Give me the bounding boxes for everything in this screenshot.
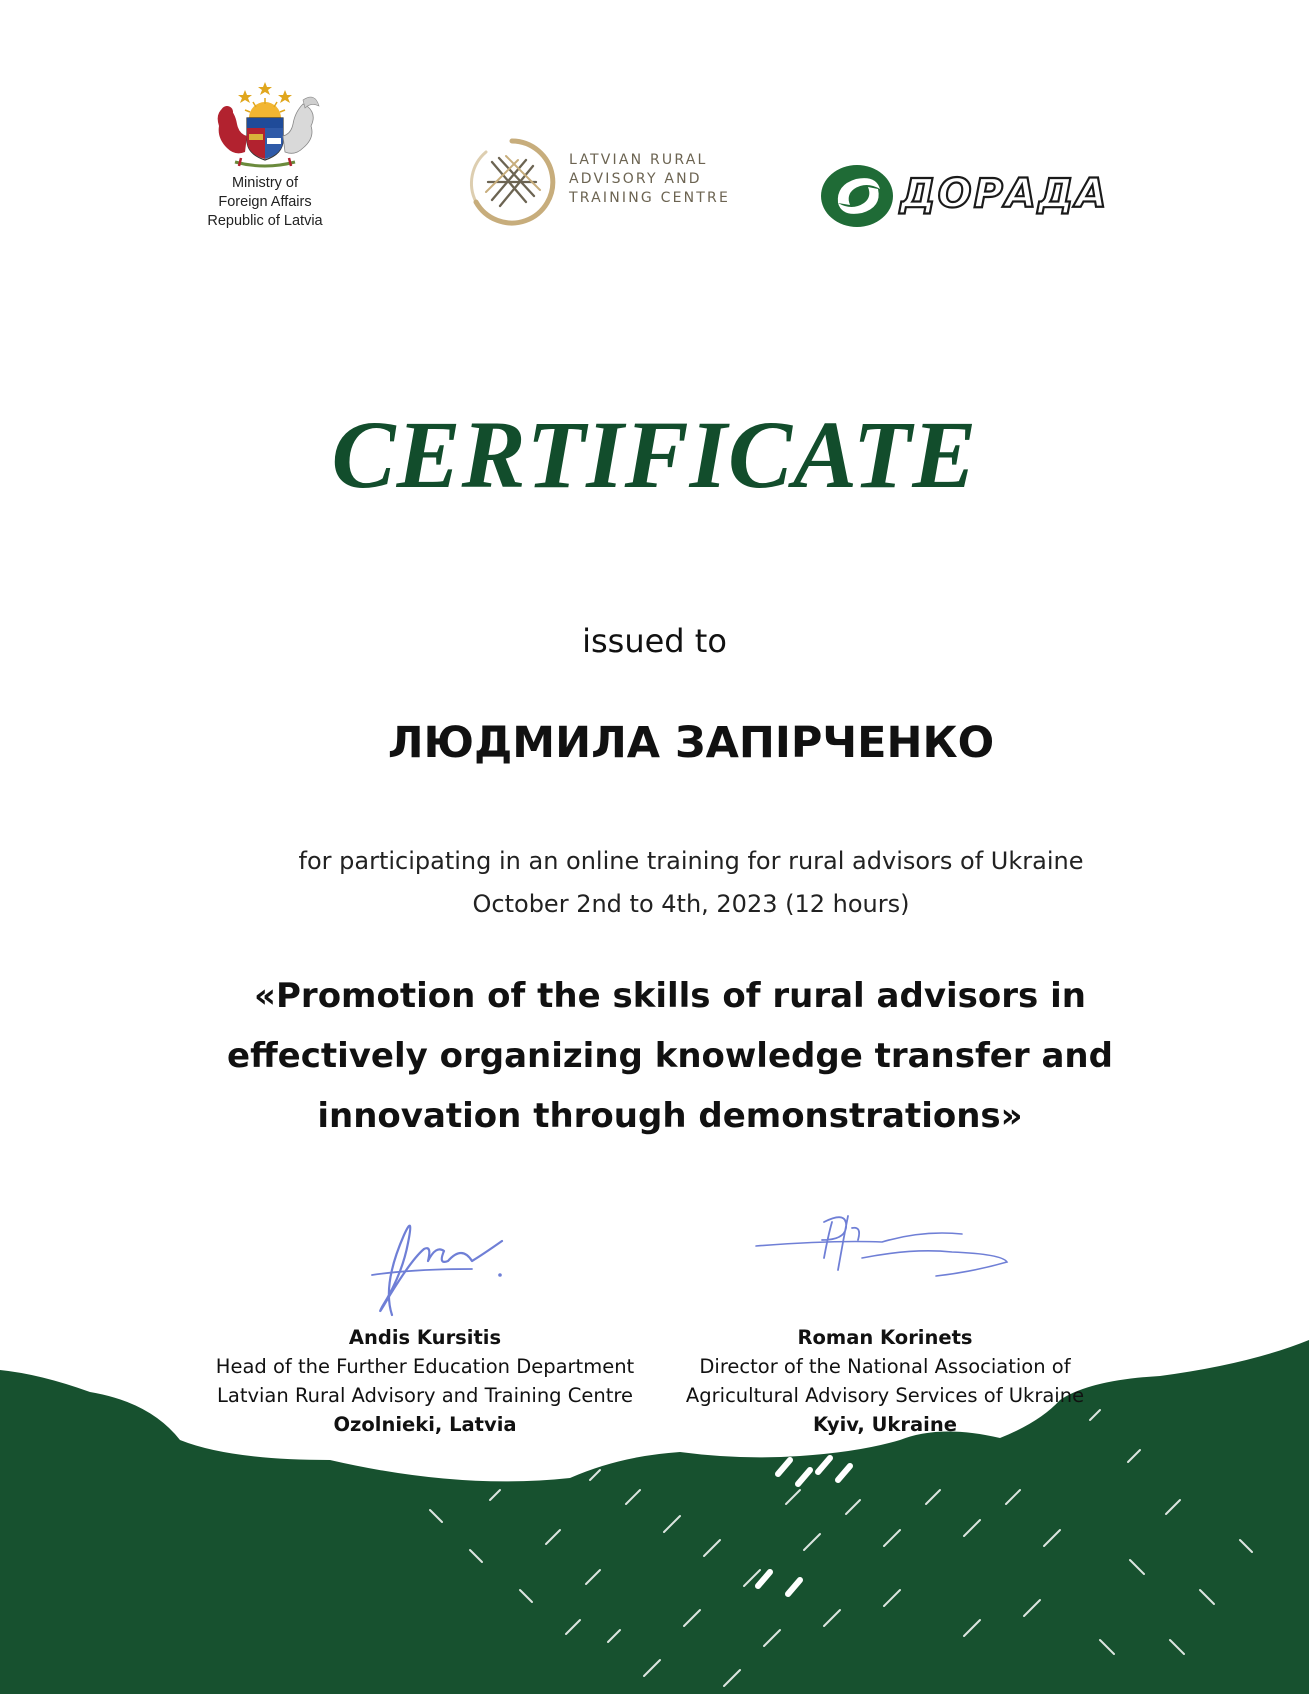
lrat-line-2: ADVISORY AND [569, 171, 702, 187]
recipient-name: ЛЮДМИЛА ЗАПІРЧЕНКО [387, 718, 995, 768]
latvia-coat-of-arms-icon [205, 78, 325, 170]
dorada-logo [820, 163, 1120, 231]
topic-line-1: «Promotion of the skills of rural advisors in [254, 976, 1086, 1016]
description-line-2: October 2nd to 4th, 2023 (12 hours) [472, 890, 910, 918]
signature-roman-korinets [752, 1200, 1022, 1290]
signatory-left-position-1: Head of the Further Education Department [215, 1355, 635, 1378]
training-topic [200, 966, 1140, 1146]
topic-line-3: innovation through demonstrations» [317, 1096, 1023, 1136]
lrat-emblem-icon [466, 136, 558, 228]
signatory-right-position-2: Agricultural Advisory Services of Ukraine [685, 1384, 1085, 1407]
signatory-left-location: Ozolnieki, Latvia [333, 1413, 517, 1436]
signatory-left-name: Andis Kursitis [348, 1326, 502, 1349]
dorada-wordmark: ДОРАДА [900, 171, 1109, 217]
lrat-logo [466, 136, 736, 228]
lrat-line-1: LATVIAN RURAL [569, 152, 708, 168]
signature-andis-kursitis [332, 1195, 522, 1325]
signatory-right-position-1: Director of the National Association of [699, 1355, 1071, 1378]
signatory-left-position-2: Latvian Rural Advisory and Training Centre [217, 1384, 633, 1407]
mfa-line-1: Ministry of [231, 175, 299, 191]
issued-to-label: issued to [582, 622, 727, 660]
description [0, 840, 1309, 926]
lrat-line-3: TRAINING CENTRE [569, 190, 731, 206]
signatory-right [655, 1323, 1115, 1439]
mfa-line-3: Republic of Latvia [207, 213, 323, 229]
signatory-right-name: Roman Korinets [797, 1326, 973, 1349]
certificate-title: CERTIFICATE [331, 401, 978, 508]
description-line-1: for participating in an online training for rural advisors of Ukraine [298, 847, 1084, 875]
signatory-left [190, 1323, 660, 1439]
signatory-right-location: Kyiv, Ukraine [813, 1413, 957, 1436]
topic-line-2: effectively organizing knowledge transfer and [227, 1036, 1113, 1076]
dorada-swirl-icon [820, 163, 896, 229]
mfa-line-2: Foreign Affairs [218, 194, 312, 210]
mfa-logo [190, 78, 340, 231]
